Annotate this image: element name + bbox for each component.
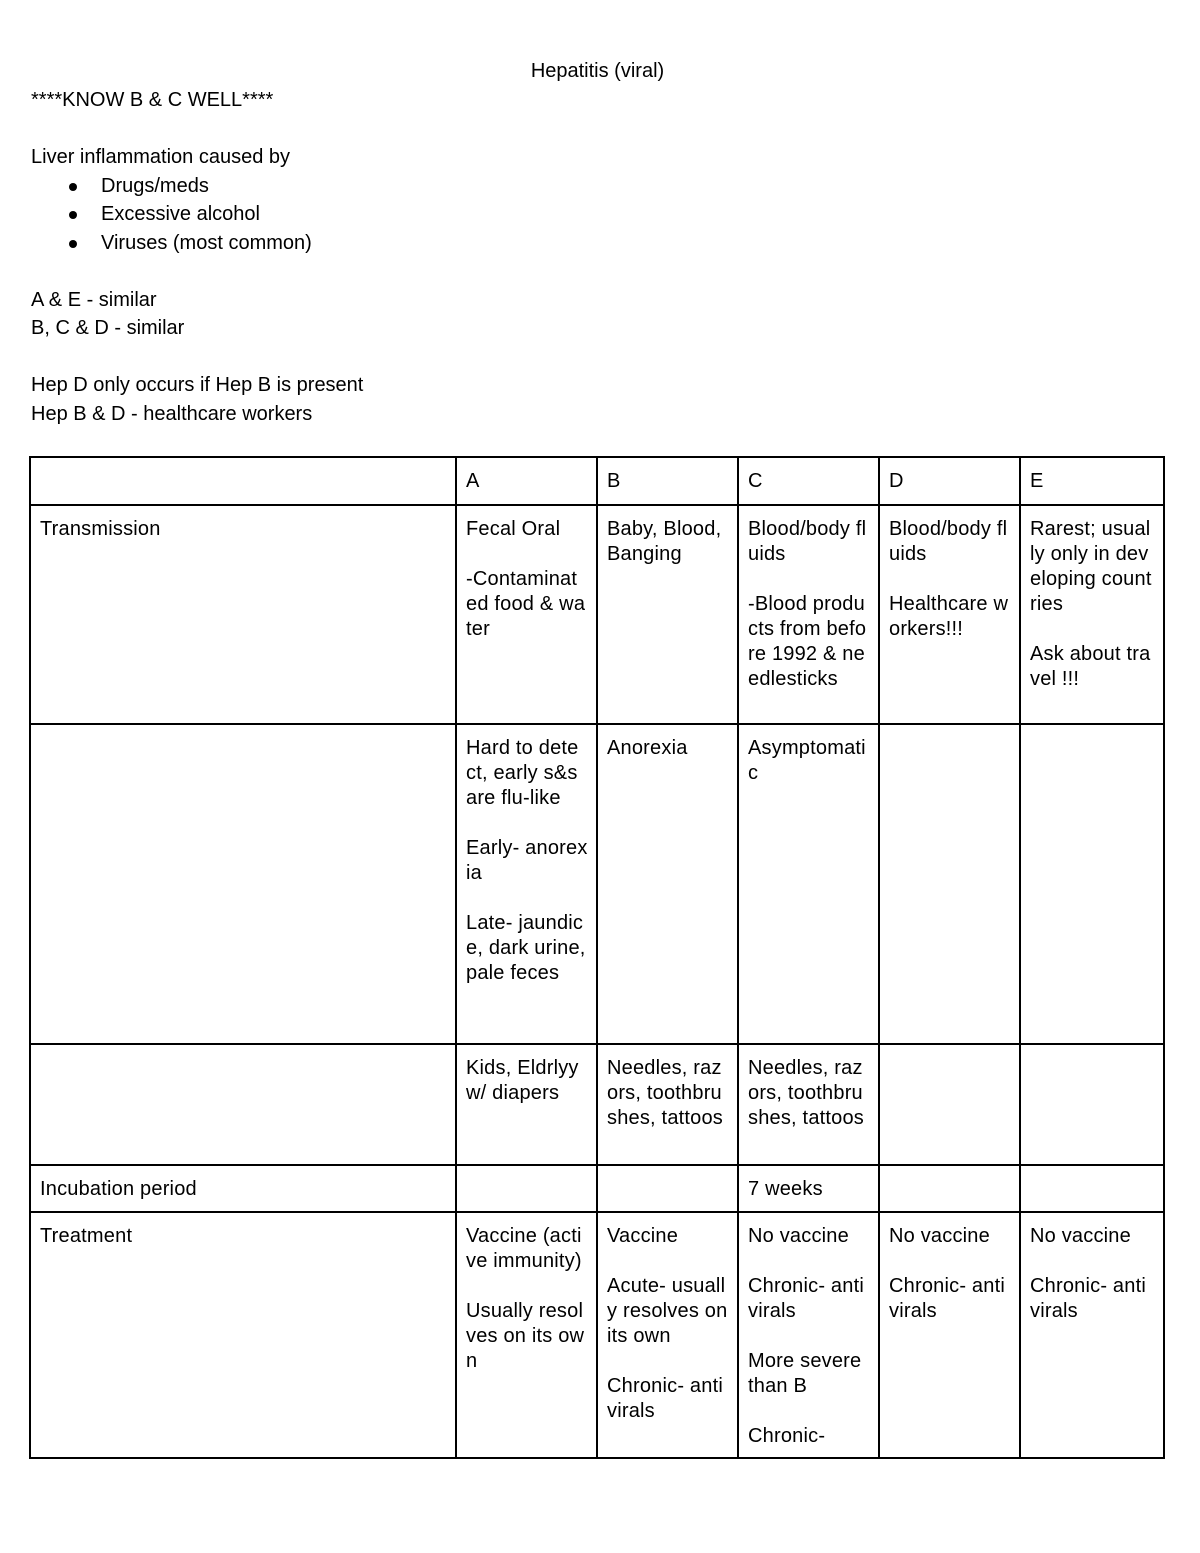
cause-intro: Liver inflammation caused by xyxy=(31,146,291,168)
table-row xyxy=(30,1165,1164,1212)
table-cell: Baby, Blood, Banging xyxy=(597,505,738,724)
table-cell: Fecal Oral -Contaminated food & water xyxy=(456,505,597,724)
table-cell xyxy=(879,1165,1020,1212)
table-row xyxy=(30,724,1164,1044)
table-cell: Needles, razors, toothbrushes, tattoos xyxy=(738,1044,879,1165)
healthcare-note: Hep B & D - healthcare workers xyxy=(31,402,313,425)
table-cell xyxy=(879,1044,1020,1165)
header-cell-c: C xyxy=(738,457,879,505)
table-cell: Blood/body fluids -Blood products from before 1992 & needlesticks xyxy=(738,505,879,724)
table-cell xyxy=(1020,1044,1164,1165)
cause-text: Excessive alcohol xyxy=(101,203,260,225)
header-cell-b: B xyxy=(597,457,738,505)
bullet-icon xyxy=(69,211,77,219)
row-label xyxy=(30,1044,456,1165)
header-cell-d: D xyxy=(879,457,1020,505)
table-cell: Rarest; usually only in developing countries Ask about travel !!! xyxy=(1020,505,1164,724)
table-cell: Vaccine (active immunity) Usually resolves on its own xyxy=(456,1212,597,1458)
table-header-row xyxy=(30,457,1164,505)
table-cell xyxy=(456,1165,597,1212)
table-cell: Needles, razors, toothbrushes, tattoos xyxy=(597,1044,738,1165)
table-cell: Blood/body fluids Healthcare workers!!! xyxy=(879,505,1020,724)
list-item xyxy=(31,200,1131,229)
blank-line xyxy=(31,257,1131,286)
row-label: Incubation period xyxy=(30,1165,456,1212)
table-cell xyxy=(1020,724,1164,1044)
table-cell: Vaccine Acute- usually resolves on its own Chronic- antivirals xyxy=(597,1212,738,1458)
similar-note-bcd: B, C & D - similar xyxy=(31,317,185,339)
table-cell: Hard to detect, early s&s are flu-like Early- anorexia Late- jaundice, dark urine, pale feces xyxy=(456,724,597,1044)
hepatitis-table xyxy=(29,456,1165,1459)
bullet-icon xyxy=(69,183,77,191)
table-cell: No vaccine Chronic- antivirals xyxy=(1020,1212,1164,1458)
notes-section xyxy=(31,86,1131,428)
list-item xyxy=(31,229,1131,258)
table-cell: Kids, Eldrlyy w/ diapers xyxy=(456,1044,597,1165)
header-cell-e: E xyxy=(1020,457,1164,505)
cause-text: Viruses (most common) xyxy=(101,231,312,254)
table-cell xyxy=(879,724,1020,1044)
table-cell: No vaccine Chronic- antivirals More severe than B Chronic- xyxy=(738,1212,879,1458)
table-cell xyxy=(597,1165,738,1212)
page-title: Hepatitis (viral) xyxy=(530,60,665,82)
blank-line xyxy=(31,115,1131,144)
emphasis-note: ****KNOW B & C WELL**** xyxy=(31,89,274,111)
row-label: Treatment xyxy=(30,1212,456,1458)
table-cell: No vaccine Chronic- antivirals xyxy=(879,1212,1020,1458)
row-label xyxy=(30,724,456,1044)
header-cell-a: A xyxy=(456,457,597,505)
similar-note-ae: A & E - similar xyxy=(31,288,157,311)
table-row xyxy=(30,1212,1164,1458)
causes-list xyxy=(31,172,1131,258)
list-item xyxy=(31,172,1131,201)
row-label: Transmission xyxy=(30,505,456,724)
cause-text: Drugs/meds xyxy=(101,174,209,197)
bullet-icon xyxy=(69,240,77,248)
blank-line xyxy=(31,343,1131,372)
table-cell: Anorexia xyxy=(597,724,738,1044)
table-cell: 7 weeks xyxy=(738,1165,879,1212)
hep-d-note: Hep D only occurs if Hep B is present xyxy=(31,374,364,396)
table-cell xyxy=(1020,1165,1164,1212)
table-cell: Asymptomatic xyxy=(738,724,879,1044)
table-row xyxy=(30,505,1164,724)
table-row xyxy=(30,1044,1164,1165)
header-cell xyxy=(30,457,456,505)
